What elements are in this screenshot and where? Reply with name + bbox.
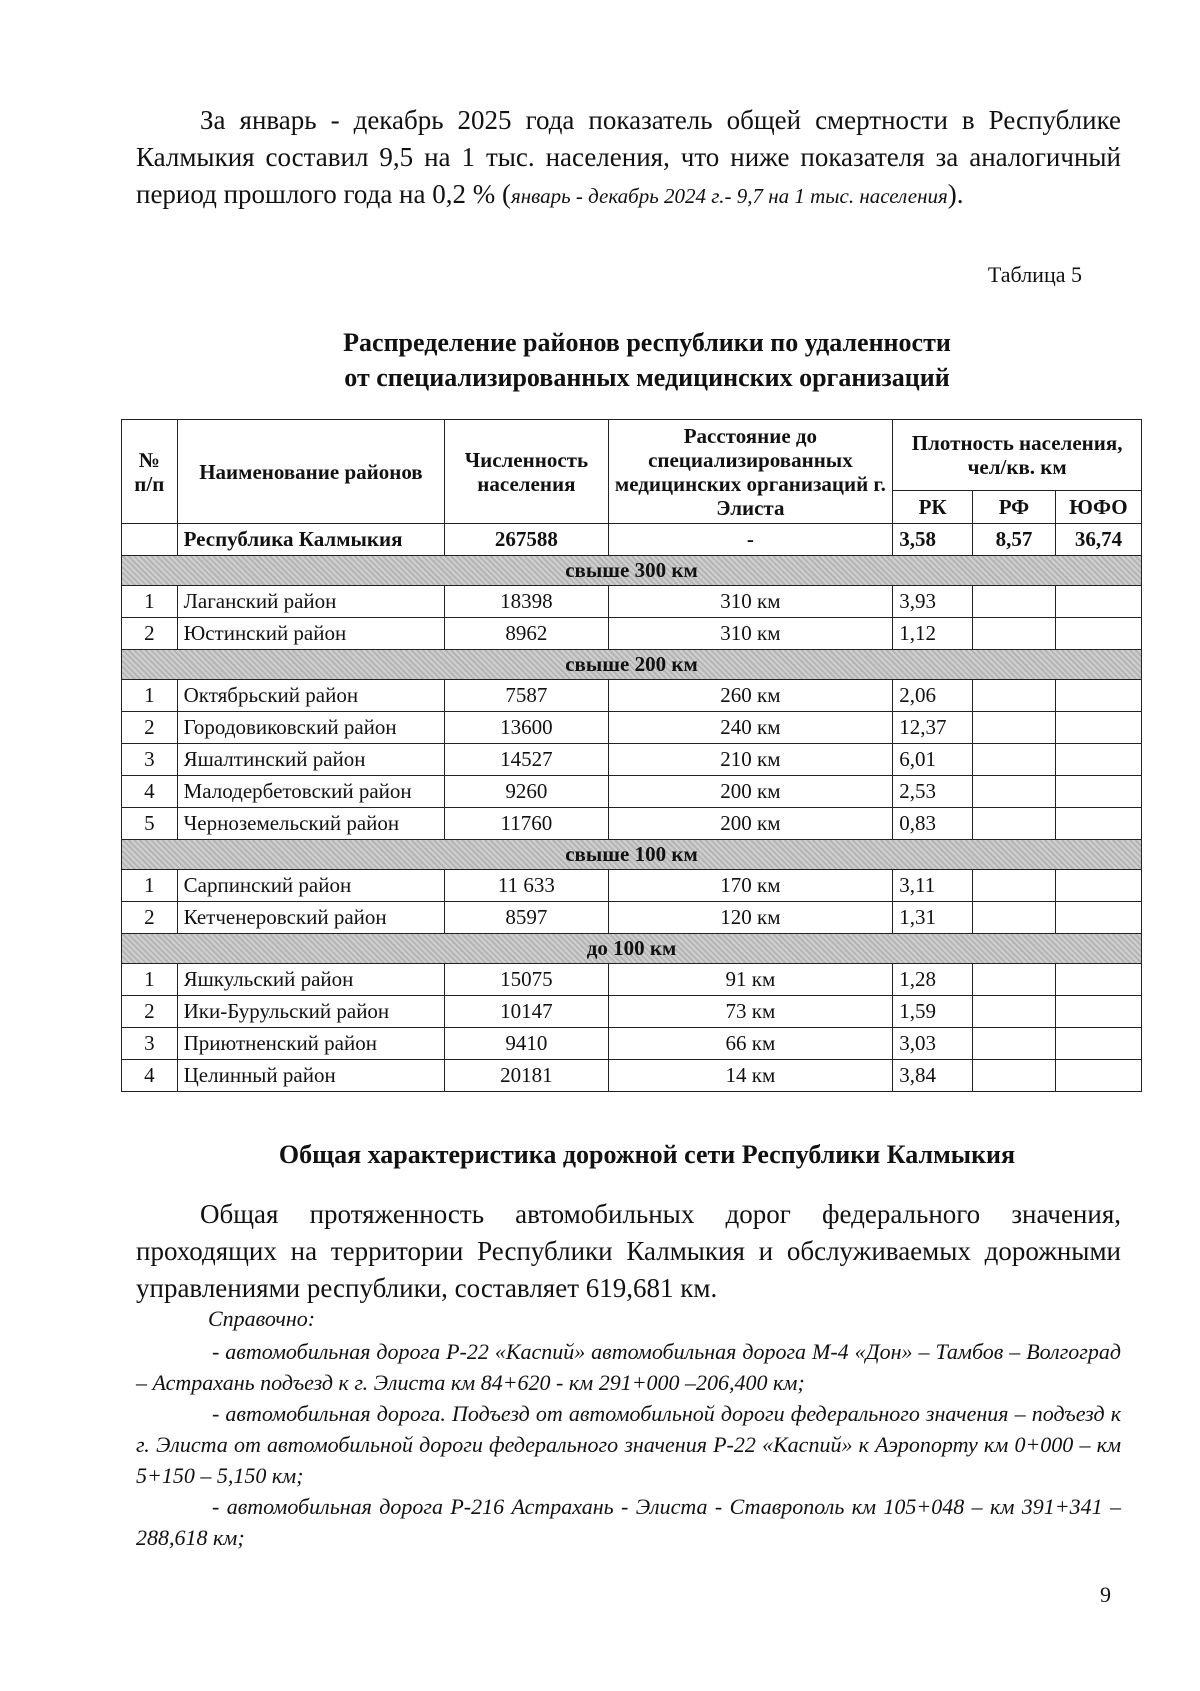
row-yufo xyxy=(1055,1028,1141,1060)
row-population: 11760 xyxy=(445,808,608,840)
road-section-title: Общая характеристика дорожной сети Республики Калмыкия xyxy=(278,1140,1016,1169)
row-yufo xyxy=(1055,808,1141,840)
total-yufo: 36,74 xyxy=(1055,524,1141,556)
row-rf xyxy=(973,618,1056,650)
row-yufo xyxy=(1055,1060,1141,1092)
row-name: Целинный район xyxy=(177,1060,445,1092)
districts-table xyxy=(121,419,1142,1092)
table-title xyxy=(120,325,1174,395)
total-num xyxy=(122,524,178,556)
row-name: Кетченеровский район xyxy=(177,902,445,934)
row-rf xyxy=(973,996,1056,1028)
row-num: 1 xyxy=(122,586,178,618)
row-num: 4 xyxy=(122,776,178,808)
total-distance: - xyxy=(608,524,893,556)
row-population: 13600 xyxy=(445,712,608,744)
total-population: 267588 xyxy=(445,524,608,556)
row-name: Октябрьский район xyxy=(177,680,445,712)
table-row xyxy=(122,1028,1142,1060)
table-row xyxy=(122,964,1142,996)
header-density: Плотность населения, чел/кв. км xyxy=(893,420,1142,491)
row-distance: 310 км xyxy=(608,586,893,618)
row-rk: 3,03 xyxy=(893,1028,973,1060)
row-num: 5 xyxy=(122,808,178,840)
row-name: Городовиковский район xyxy=(177,712,445,744)
row-name: Приютненский район xyxy=(177,1028,445,1060)
row-distance: 310 км xyxy=(608,618,893,650)
row-distance: 210 км xyxy=(608,744,893,776)
row-population: 20181 xyxy=(445,1060,608,1092)
row-name: Лаганский район xyxy=(177,586,445,618)
row-yufo xyxy=(1055,586,1141,618)
table-label: Таблица 5 xyxy=(987,262,1082,287)
row-yufo xyxy=(1055,996,1141,1028)
row-population: 11 633 xyxy=(445,870,608,902)
row-num: 3 xyxy=(122,1028,178,1060)
group-label: до 100 км xyxy=(122,934,1142,964)
row-population: 9260 xyxy=(445,776,608,808)
header-population: Численность населения xyxy=(445,420,608,524)
row-population: 10147 xyxy=(445,996,608,1028)
group-row xyxy=(122,556,1142,586)
header-distance: Расстояние до специализированных медицинских организаций г. Элиста xyxy=(608,420,893,524)
total-rk: 3,58 xyxy=(893,524,973,556)
header-rf: РФ xyxy=(973,491,1056,524)
row-distance: 120 км xyxy=(608,902,893,934)
group-row xyxy=(122,840,1142,870)
row-num: 1 xyxy=(122,964,178,996)
row-rf xyxy=(973,586,1056,618)
group-row xyxy=(122,650,1142,680)
row-rf xyxy=(973,902,1056,934)
road-section-text: Общая протяженность автомобильных дорог федерального значения, проходящих на территории Республики Калмыкия и обслуживаемых дорожными управлениями республики, составляет 619,681 км. xyxy=(136,1199,1121,1303)
row-population: 7587 xyxy=(445,680,608,712)
row-rk: 1,31 xyxy=(893,902,973,934)
row-name: Яшкульский район xyxy=(177,964,445,996)
group-label: свыше 200 км xyxy=(122,650,1142,680)
table-body xyxy=(122,524,1142,1092)
table-row xyxy=(122,902,1142,934)
row-distance: 200 км xyxy=(608,776,893,808)
intro-text: За январь - декабрь 2025 года показатель общей смертности в Республике Калмыкия составил 9,5 на 1 тыс. населения, что ниже показателя за аналогичный период прошлого года на 0,2 % ( xyxy=(136,105,1121,209)
row-num: 3 xyxy=(122,744,178,776)
row-rk: 3,84 xyxy=(893,1060,973,1092)
row-rf xyxy=(973,680,1056,712)
row-population: 8597 xyxy=(445,902,608,934)
table-title-line-1: Распределение районов республики по удаленности xyxy=(343,328,951,357)
road-list xyxy=(136,1336,1121,1553)
row-name: Черноземельский район xyxy=(177,808,445,840)
header-num: № п/п xyxy=(122,420,178,524)
row-name: Юстинский район xyxy=(177,618,445,650)
group-label: свыше 300 км xyxy=(122,556,1142,586)
header-rk: РК xyxy=(893,491,973,524)
row-yufo xyxy=(1055,680,1141,712)
row-rk: 1,28 xyxy=(893,964,973,996)
reference-label: Справочно: xyxy=(208,1306,316,1331)
row-yufo xyxy=(1055,712,1141,744)
row-rk: 1,59 xyxy=(893,996,973,1028)
row-rk: 0,83 xyxy=(893,808,973,840)
table-row xyxy=(122,1060,1142,1092)
row-distance: 91 км xyxy=(608,964,893,996)
road-item: - автомобильная дорога. Подъезд от автомобильной дороги федерального значения – подъезд к г. Элиста от автомобильной дороги федерального значения Р-22 «Каспий» к Аэропорту км 0+000 – км 5+150 – 5,150 км; xyxy=(136,1401,1121,1488)
row-num: 2 xyxy=(122,996,178,1028)
row-rf xyxy=(973,808,1056,840)
row-yufo xyxy=(1055,902,1141,934)
row-name: Сарпинский район xyxy=(177,870,445,902)
row-rk: 3,11 xyxy=(893,870,973,902)
road-item: - автомобильная дорога Р-216 Астрахань - Элиста - Ставрополь км 105+048 – км 391+341 – 288,618 км; xyxy=(136,1494,1121,1550)
table-row xyxy=(122,680,1142,712)
row-num: 2 xyxy=(122,902,178,934)
row-distance: 240 км xyxy=(608,712,893,744)
row-distance: 200 км xyxy=(608,808,893,840)
total-row xyxy=(122,524,1142,556)
row-name: Яшалтинский район xyxy=(177,744,445,776)
table-row xyxy=(122,744,1142,776)
row-rk: 6,01 xyxy=(893,744,973,776)
header-name: Наименование районов xyxy=(177,420,445,524)
road-item: - автомобильная дорога Р-22 «Каспий» автомобильная дорога М-4 «Дон» – Тамбов – Волгоград – Астрахань подъезд к г. Элиста км 84+620 - км 291+000 –206,400 км; xyxy=(136,1339,1121,1395)
row-rf xyxy=(973,712,1056,744)
row-rk: 12,37 xyxy=(893,712,973,744)
row-distance: 170 км xyxy=(608,870,893,902)
row-rk: 2,53 xyxy=(893,776,973,808)
total-rf: 8,57 xyxy=(973,524,1056,556)
row-population: 14527 xyxy=(445,744,608,776)
header-yufo: ЮФО xyxy=(1055,491,1141,524)
row-name: Малодербетовский район xyxy=(177,776,445,808)
row-num: 1 xyxy=(122,870,178,902)
row-name: Ики-Бурульский район xyxy=(177,996,445,1028)
intro-end: ). xyxy=(947,179,964,209)
row-yufo xyxy=(1055,744,1141,776)
row-rk: 2,06 xyxy=(893,680,973,712)
row-population: 8962 xyxy=(445,618,608,650)
table-row xyxy=(122,712,1142,744)
row-yufo xyxy=(1055,618,1141,650)
row-distance: 260 км xyxy=(608,680,893,712)
row-rk: 3,93 xyxy=(893,586,973,618)
page-number: 9 xyxy=(1100,1582,1111,1607)
row-rk: 1,12 xyxy=(893,618,973,650)
row-yufo xyxy=(1055,776,1141,808)
table-row xyxy=(122,776,1142,808)
row-rf xyxy=(973,744,1056,776)
table-title-line-2: от специализированных медицинских организаций xyxy=(344,363,950,392)
row-yufo xyxy=(1055,870,1141,902)
row-population: 18398 xyxy=(445,586,608,618)
row-rf xyxy=(973,776,1056,808)
row-rf xyxy=(973,870,1056,902)
table-row xyxy=(122,870,1142,902)
row-rf xyxy=(973,1028,1056,1060)
total-name: Республика Калмыкия xyxy=(177,524,445,556)
table-row xyxy=(122,618,1142,650)
row-num: 2 xyxy=(122,712,178,744)
row-rf xyxy=(973,964,1056,996)
intro-paragraph xyxy=(136,102,1121,215)
row-distance: 73 км xyxy=(608,996,893,1028)
row-num: 1 xyxy=(122,680,178,712)
row-yufo xyxy=(1055,964,1141,996)
row-num: 4 xyxy=(122,1060,178,1092)
row-population: 15075 xyxy=(445,964,608,996)
group-row xyxy=(122,934,1142,964)
table-row xyxy=(122,586,1142,618)
intro-note: январь - декабрь 2024 г.- 9,7 на 1 тыс. населения xyxy=(510,184,948,208)
group-label: свыше 100 км xyxy=(122,840,1142,870)
table-row xyxy=(122,996,1142,1028)
row-num: 2 xyxy=(122,618,178,650)
row-population: 9410 xyxy=(445,1028,608,1060)
row-distance: 14 км xyxy=(608,1060,893,1092)
row-distance: 66 км xyxy=(608,1028,893,1060)
table-row xyxy=(122,808,1142,840)
row-rf xyxy=(973,1060,1056,1092)
